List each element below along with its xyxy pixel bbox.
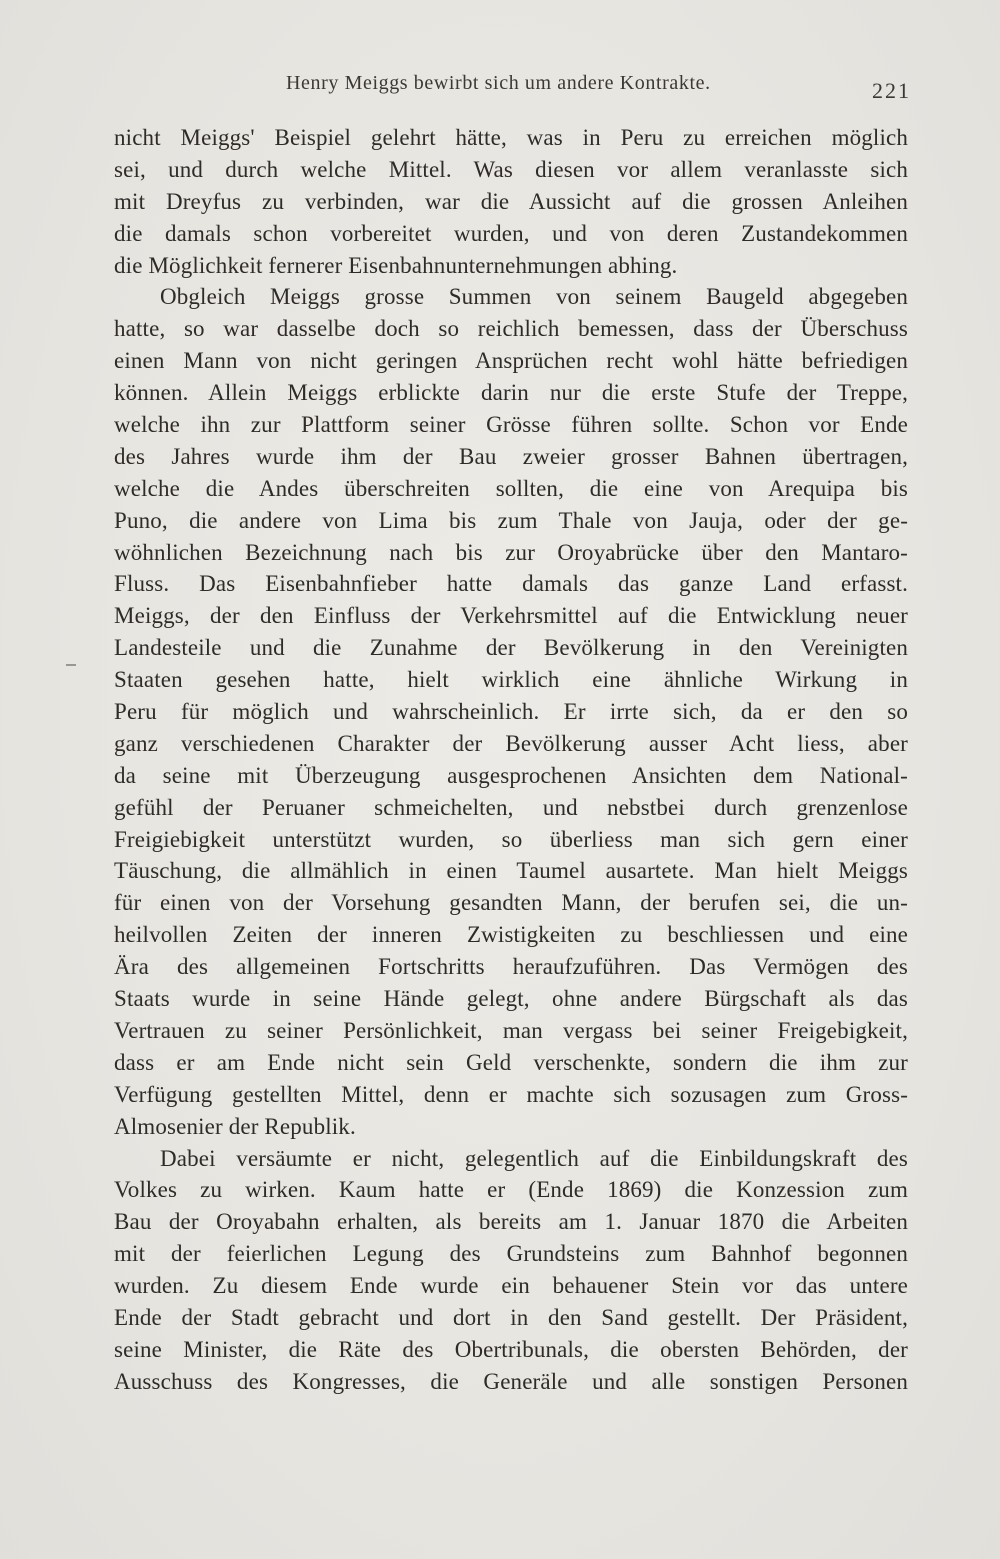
text-line: Ende der Stadt gebracht und dort in den Sand gestellt. Der Präsident, [114,1304,908,1330]
running-title: Henry Meiggs bewirbt sich um andere Kontrakte. [286,72,711,94]
body-text [114,122,908,1398]
text-line: Vertrauen zu seiner Persönlichkeit, man vergass bei seiner Freigebigkeit, [114,1017,908,1043]
text-line: die damals schon vorbereitet wurden, und von deren Zustandekommen [114,220,908,246]
text-line: seine Minister, die Räte des Obertribunals, die obersten Behörden, der [114,1336,908,1362]
text-line: des Jahres wurde ihm der Bau zweier grosser Bahnen übertragen, [114,443,908,469]
text-line: Puno, die andere von Lima bis zum Thale von Jauja, oder der ge- [114,507,908,533]
text-line: Landesteile und die Zunahme der Bevölkerung in den Vereinigten [114,635,908,661]
text-line: Volkes zu wirken. Kaum hatte er (Ende 1869) die Konzession zum [114,1177,908,1203]
text-line: Verfügung gestellten Mittel, denn er machte sich sozusagen zum Gross- [114,1081,908,1107]
text-line: Täuschung, die allmählich in einen Taumel ausartete. Man hielt Meiggs [114,858,908,884]
text-line: wöhnlichen Bezeichnung nach bis zur Oroyabrücke über den Mantaro- [114,539,908,565]
paragraph-first-line: Obgleich Meiggs grosse Summen von seinem Baugeld abgegeben [160,284,908,310]
text-line: Ära des allgemeinen Fortschritts heraufzuführen. Das Vermögen des [114,954,908,980]
text-line: Staats wurde in seine Hände gelegt, ohne andere Bürgschaft als das [114,986,908,1012]
paragraph-first-line: Dabei versäumte er nicht, gelegentlich auf die Einbildungskraft des [160,1145,908,1171]
text-line: Meiggs, der den Einfluss der Verkehrsmittel auf die Entwicklung neuer [114,603,908,629]
text-line: die Möglichkeit fernerer Eisenbahnunternehmungen abhing. [114,252,678,278]
text-line: welche ihn zur Plattform seiner Grösse führen sollte. Schon vor Ende [114,412,908,438]
text-line: mit Dreyfus zu verbinden, war die Aussicht auf die grossen Anleihen [114,188,908,214]
text-line: welche die Andes überschreiten sollten, die eine von Arequipa bis [114,475,908,501]
page-number: 221 [872,78,911,103]
text-line: Freigiebigkeit unterstützt wurden, so überliess man sich gern einer [114,826,908,852]
text-line: wurden. Zu diesem Ende wurde ein behauener Stein vor das untere [114,1273,908,1299]
text-line: mit der feierlichen Legung des Grundsteins zum Bahnhof begonnen [114,1241,908,1267]
text-line: für einen von der Vorsehung gesandten Mann, der berufen sei, die un- [114,890,908,916]
text-line: Bau der Oroyabahn erhalten, als bereits am 1. Januar 1870 die Arbeiten [114,1209,908,1235]
text-line: hatte, so war dasselbe doch so reichlich bemessen, dass der Überschuss [114,316,908,342]
text-line: einen Mann von nicht geringen Ansprüchen recht wohl hätte befriedigen [114,348,908,374]
text-line: ganz verschiedenen Charakter der Bevölkerung ausser Acht liess, aber [114,730,908,756]
text-line: Peru für möglich und wahrscheinlich. Er irrte sich, da er den so [114,699,908,725]
running-head [0,72,1000,106]
text-line: sei, und durch welche Mittel. Was diesen vor allem veranlasste sich [114,156,908,182]
text-line: Almosenier der Republik. [114,1113,356,1139]
text-line: heilvollen Zeiten der inneren Zwistigkeiten zu beschliessen und eine [114,922,908,948]
text-line: Staaten gesehen hatte, hielt wirklich eine ähnliche Wirkung in [114,667,908,693]
text-line: dass er am Ende nicht sein Geld verschenkte, sondern die ihm zur [114,1049,908,1075]
text-line: können. Allein Meiggs erblickte darin nur die erste Stufe der Treppe, [114,380,908,406]
margin-mark [66,664,76,666]
text-line: nicht Meiggs' Beispiel gelehrt hätte, was in Peru zu erreichen möglich [114,125,908,150]
text-line: Ausschuss des Kongresses, die Generäle und alle sonstigen Personen [114,1368,908,1394]
text-line: gefühl der Peruaner schmeichelten, und nebstbei durch grenzenlose [114,794,908,820]
text-line: Fluss. Das Eisenbahnfieber hatte damals das ganze Land erfasst. [114,571,908,597]
text-line: da seine mit Überzeugung ausgesprochenen Ansichten dem National- [114,762,908,788]
